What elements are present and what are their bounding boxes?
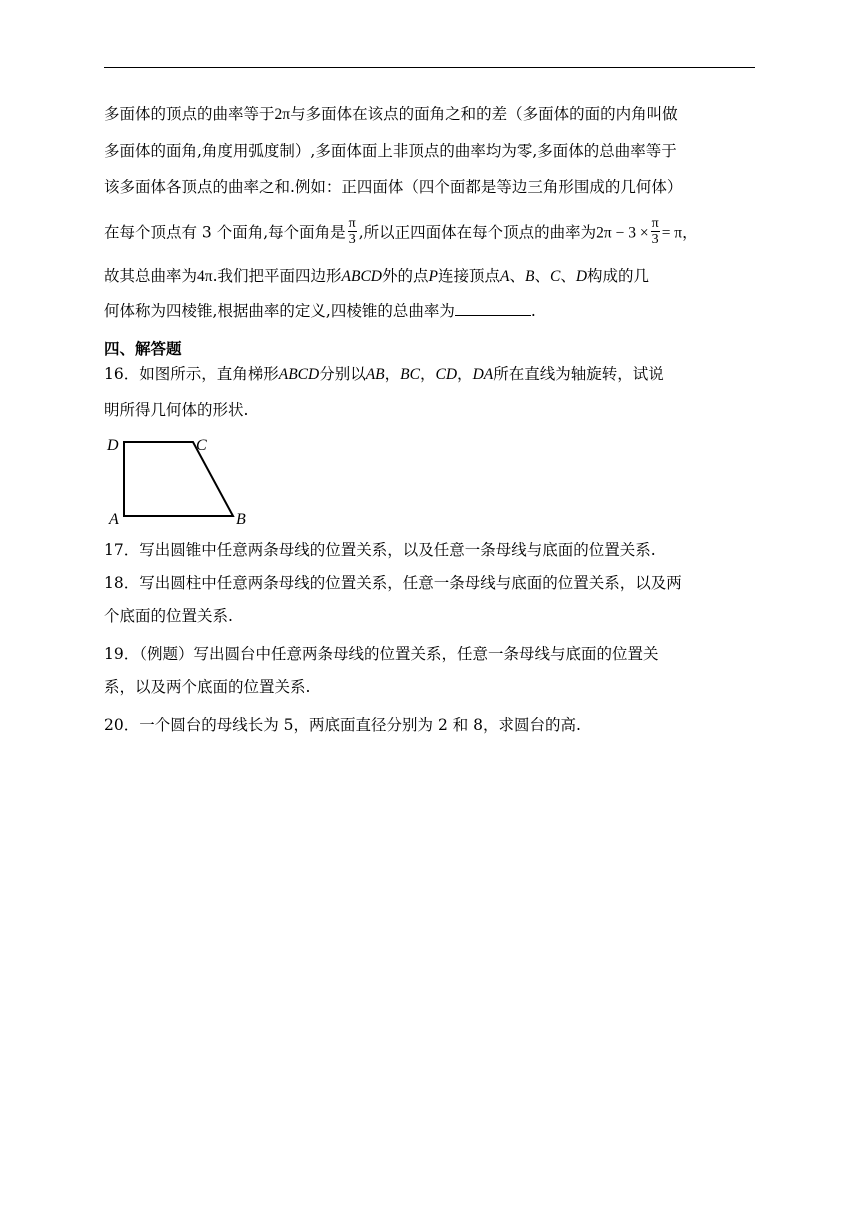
text: 与多面体在该点的面角之和的差（多面体的面的内角叫做 xyxy=(290,105,678,123)
text: . xyxy=(530,302,536,320)
label-B: B xyxy=(236,511,246,528)
text: 连接顶点 xyxy=(437,267,500,285)
math-2pi: 2π xyxy=(274,106,291,123)
text: 多面体的面角,角度用弧度制）,多面体面上非顶点的曲率均为零,多面体的总曲率等于 xyxy=(104,142,677,160)
text: ， xyxy=(384,365,401,383)
math-CD: CD xyxy=(435,366,458,383)
label-A: A xyxy=(109,511,119,528)
math-AB: AB xyxy=(365,366,385,383)
text: 在每个顶点有 3 个面角,每个面角是 xyxy=(104,223,346,242)
text: 、 xyxy=(509,267,525,285)
text: 故其总曲率为 xyxy=(104,267,198,285)
text: 外的点 xyxy=(382,267,429,285)
math-P: P xyxy=(428,268,438,285)
label-C: C xyxy=(196,437,207,454)
text: 该多面体各顶点的曲率之和.例如：正四面体（四个面都是等边三角形围成的几何体） xyxy=(104,178,683,196)
section-heading: 四、解答题 xyxy=(104,340,182,358)
text: ， xyxy=(682,223,698,242)
q17: 17．写出圆锥中任意两条母线的位置关系，以及任意一条母线与底面的位置关系. xyxy=(104,541,656,559)
text: ,所以正四面体在每个顶点的曲率为 xyxy=(358,223,597,242)
frac-den: 3 xyxy=(348,232,356,247)
text: 、 xyxy=(560,267,576,285)
text: 明所得几何体的形状. xyxy=(104,401,249,419)
trapezoid-shape xyxy=(124,442,233,516)
math-expr: = π xyxy=(661,224,683,242)
math-ABCD: ABCD xyxy=(341,268,382,285)
math-BC: BC xyxy=(400,366,420,383)
q20: 20．一个圆台的母线长为 5，两底面直径分别为 2 和 8，求圆台的高. xyxy=(104,716,581,734)
q18-line1: 18．写出圆柱中任意两条母线的位置关系，任意一条母线与底面的位置关系，以及两 xyxy=(104,574,682,592)
text: 构成的几 xyxy=(587,267,650,285)
text: ， xyxy=(419,365,436,383)
text: .我们把平面四边形 xyxy=(212,267,342,285)
frac-num: π xyxy=(348,216,356,231)
math-4pi: 4π xyxy=(197,268,213,285)
text: 16．如图所示，直角梯形 xyxy=(104,365,279,383)
label-D: D xyxy=(107,437,119,454)
math-DA: DA xyxy=(472,366,494,383)
text: 分别以 xyxy=(319,365,366,383)
math-A: A xyxy=(500,268,510,285)
math-expr: 2π − 3 × xyxy=(596,224,649,242)
math-D: D xyxy=(575,268,588,285)
frac-num: π xyxy=(651,216,659,231)
text: 所在直线为轴旋转，试说 xyxy=(493,365,664,383)
q19-line1: 19．（例题）写出圆台中任意两条母线的位置关系，任意一条母线与底面的位置关 xyxy=(104,645,659,663)
text: 、 xyxy=(534,267,550,285)
q18-line2: 个底面的位置关系. xyxy=(104,607,233,625)
frac-den: 3 xyxy=(651,232,659,247)
math-ABCD: ABCD xyxy=(278,366,320,383)
q19-line2: 系，以及两个底面的位置关系. xyxy=(104,678,311,696)
text: 何体称为四棱锥,根据曲率的定义,四棱锥的总曲率为 xyxy=(104,302,455,320)
math-B: B xyxy=(524,268,535,285)
math-C: C xyxy=(549,268,561,285)
text: 多面体的顶点的曲率等于 xyxy=(104,105,275,123)
text: ， xyxy=(457,365,473,383)
